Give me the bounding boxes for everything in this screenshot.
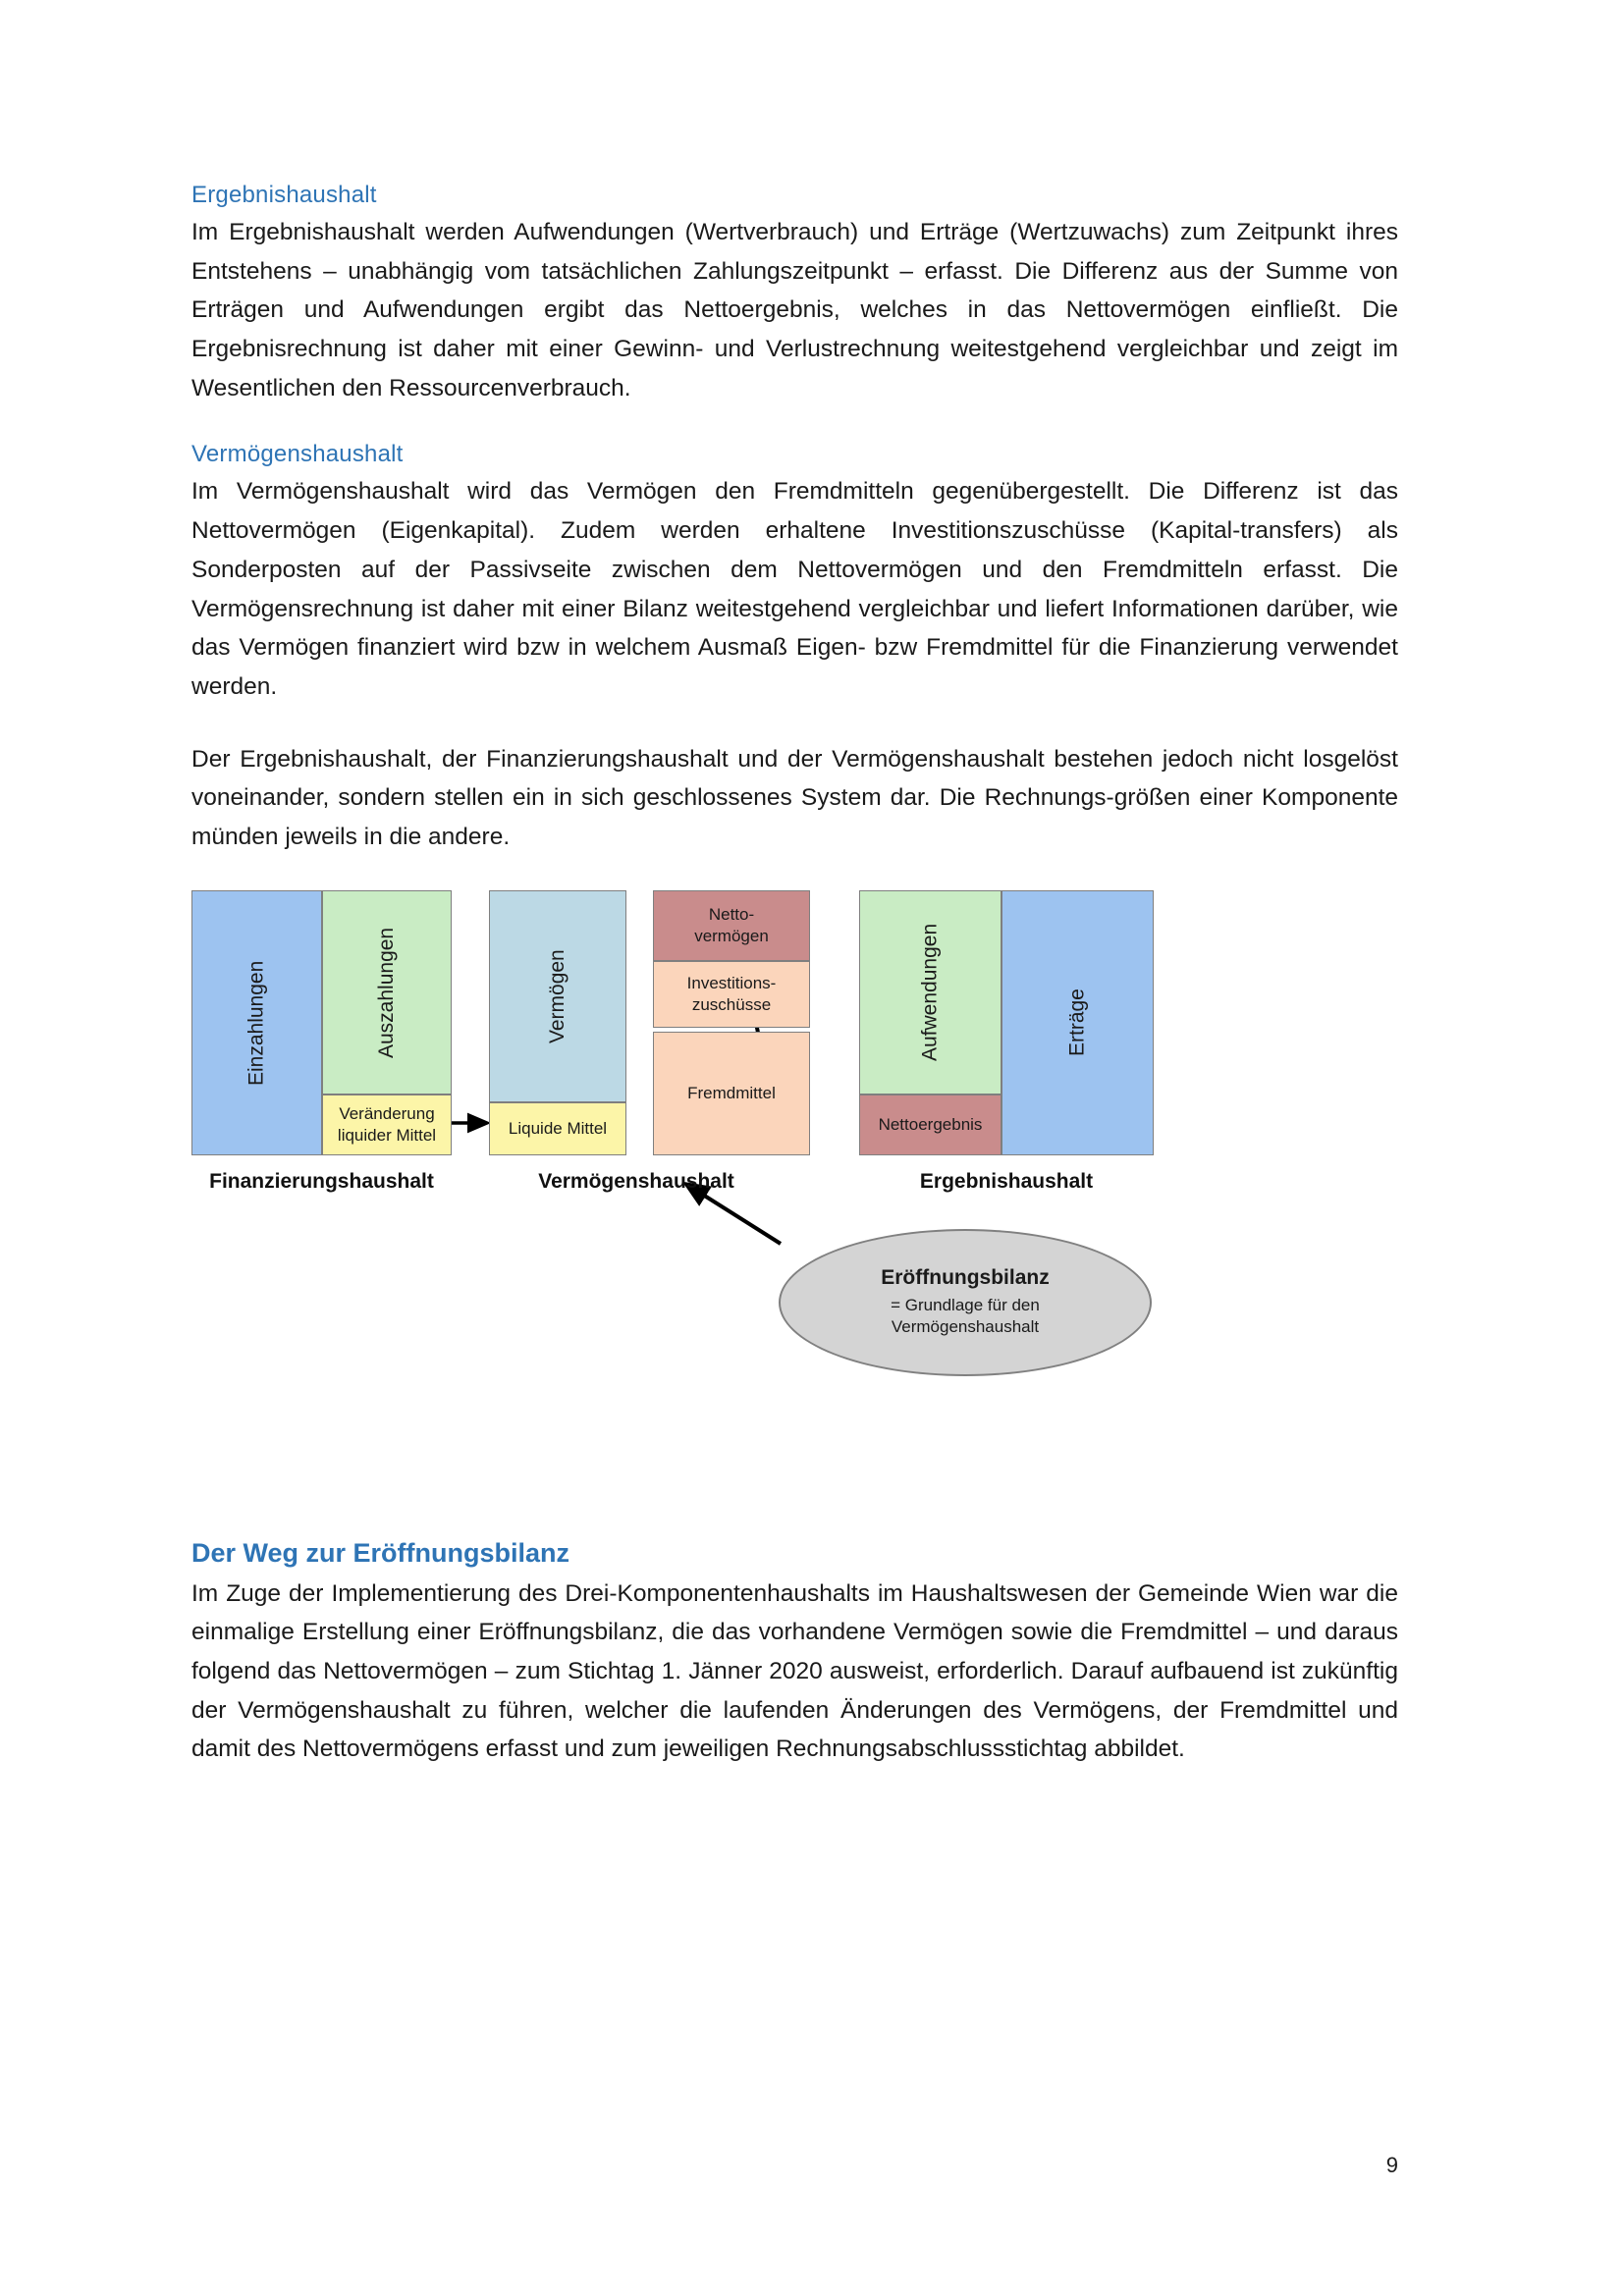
- drei-komponenten-diagram: [191, 890, 1399, 1479]
- box-vermoegen: Vermögen: [489, 890, 626, 1102]
- box-liquide-mittel: Liquide Mittel: [489, 1102, 626, 1155]
- paragraph-vermoegenshaushalt: Im Vermögenshaushalt wird das Vermögen den Fremdmitteln gegenübergestellt. Die Differenz ist das Nettovermögen (Eigenkapital). Zudem werden erhaltene Investitionszuschüsse (Kapital-transfers) als Sonderposten auf der Passivseite zwischen dem Nettovermögen und den Fremdmitteln erfasst. Die Vermögensrechnung ist daher mit einer Bilanz weitestgehend vergleichbar und liefert Informationen darüber, wie das Vermögen finanziert wird bzw in welchem Ausmaß Eigen- bzw Fremdmittel für die Finanzierung verwendet werden.: [191, 478, 1398, 700]
- paragraph-zusammenhang: Der Ergebnishaushalt, der Finanzierungshaushalt und der Vermögenshaushalt bestehen jedoch nicht losgelöst voneinander, sondern stellen ein in sich geschlossenes System dar. Die Rechnungs-größen einer Komponente münden jeweils in die andere.: [191, 745, 1398, 850]
- box-nettovermoegen: [653, 890, 810, 961]
- paragraph-ergebnishaushalt: Im Ergebnishaushalt werden Aufwendungen (Wertverbrauch) und Erträge (Wertzuwachs) zum Zeitpunkt ihres Entstehens – unabhängig vom tatsächlichen Zahlungszeitpunkt – erfasst. Die Differenz aus der Summe von Erträgen und Aufwendungen ergibt das Nettoergebnis, welches in das Nettovermögen einfließt. Die Ergebnisrechnung ist daher mit einer Gewinn- und Verlustrechnung weitestgehend vergleichbar und zeigt im Wesentlichen den Ressourcenverbrauch.: [191, 219, 1398, 401]
- group-vermoegenshaushalt: [489, 890, 784, 1155]
- ellipse-sub-line1: = Grundlage für den: [891, 1296, 1040, 1315]
- box-einzahlungen: Einzahlungen: [191, 890, 322, 1155]
- veraenderung-line2: liquider Mittel: [337, 1125, 437, 1145]
- section-heading-eroeffnungsbilanz: Der Weg zur Eröffnungsbilanz: [191, 1537, 570, 1568]
- ellipse-title: Eröffnungsbilanz: [881, 1266, 1050, 1290]
- box-aufwendungen: Aufwendungen: [859, 890, 1001, 1095]
- section-heading-ergebnishaushalt: Ergebnishaushalt: [191, 182, 377, 208]
- nettovermoegen-line1: Netto-: [708, 905, 755, 925]
- ellipse-sub-line2: Vermögenshaushalt: [891, 1317, 1040, 1337]
- box-auszahlungen: Auszahlungen: [322, 890, 452, 1095]
- caption-finanzierungshaushalt: Finanzierungshaushalt: [209, 1169, 434, 1193]
- page-number: 9: [1385, 2153, 1398, 2177]
- box-ertraege: Erträge: [1001, 890, 1154, 1155]
- caption-ergebnishaushalt: Ergebnishaushalt: [919, 1169, 1094, 1193]
- investitions-line2: zuschüsse: [691, 994, 772, 1014]
- veraenderung-line1: Veränderung: [339, 1104, 435, 1124]
- box-investitionszuschuesse: [653, 961, 810, 1028]
- box-fremdmittel: Fremdmittel: [653, 1032, 810, 1155]
- nettovermoegen-line2: vermögen: [694, 926, 769, 945]
- caption-vermoegenshaushalt: Vermögenshaushalt: [538, 1169, 734, 1193]
- investitions-line1: Investitions-: [686, 974, 777, 993]
- ellipse-eroeffnungsbilanz: [779, 1229, 1152, 1376]
- paragraph-eroeffnungsbilanz: Im Zuge der Implementierung des Drei-Komponentenhaushalts im Haushaltswesen der Gemeinde Wien war die einmalige Erstellung einer Eröffnungsbilanz, die das vorhandene Vermögen sowie die Fremdmittel – und daraus folgend das Nettovermögen – zum Stichtag 1. Jänner 2020 ausweist, erforderlich. Darauf aufbauend ist zukünftig der Vermögenshaushalt zu führen, welcher die laufenden Änderungen des Vermögens, der Fremdmittel und damit des Nettovermögens erfasst und zum jeweiligen Rechnungsabschlussstichtag abbildet.: [191, 1579, 1398, 1763]
- group-ergebnishaushalt: [859, 890, 1154, 1155]
- section-heading-vermoegenshaushalt: Vermögenshaushalt: [191, 441, 404, 468]
- group-finanzierungshaushalt: [191, 890, 452, 1155]
- box-nettoergebnis: Nettoergebnis: [859, 1095, 1001, 1155]
- box-veraenderung-liquider-mittel: [322, 1095, 452, 1155]
